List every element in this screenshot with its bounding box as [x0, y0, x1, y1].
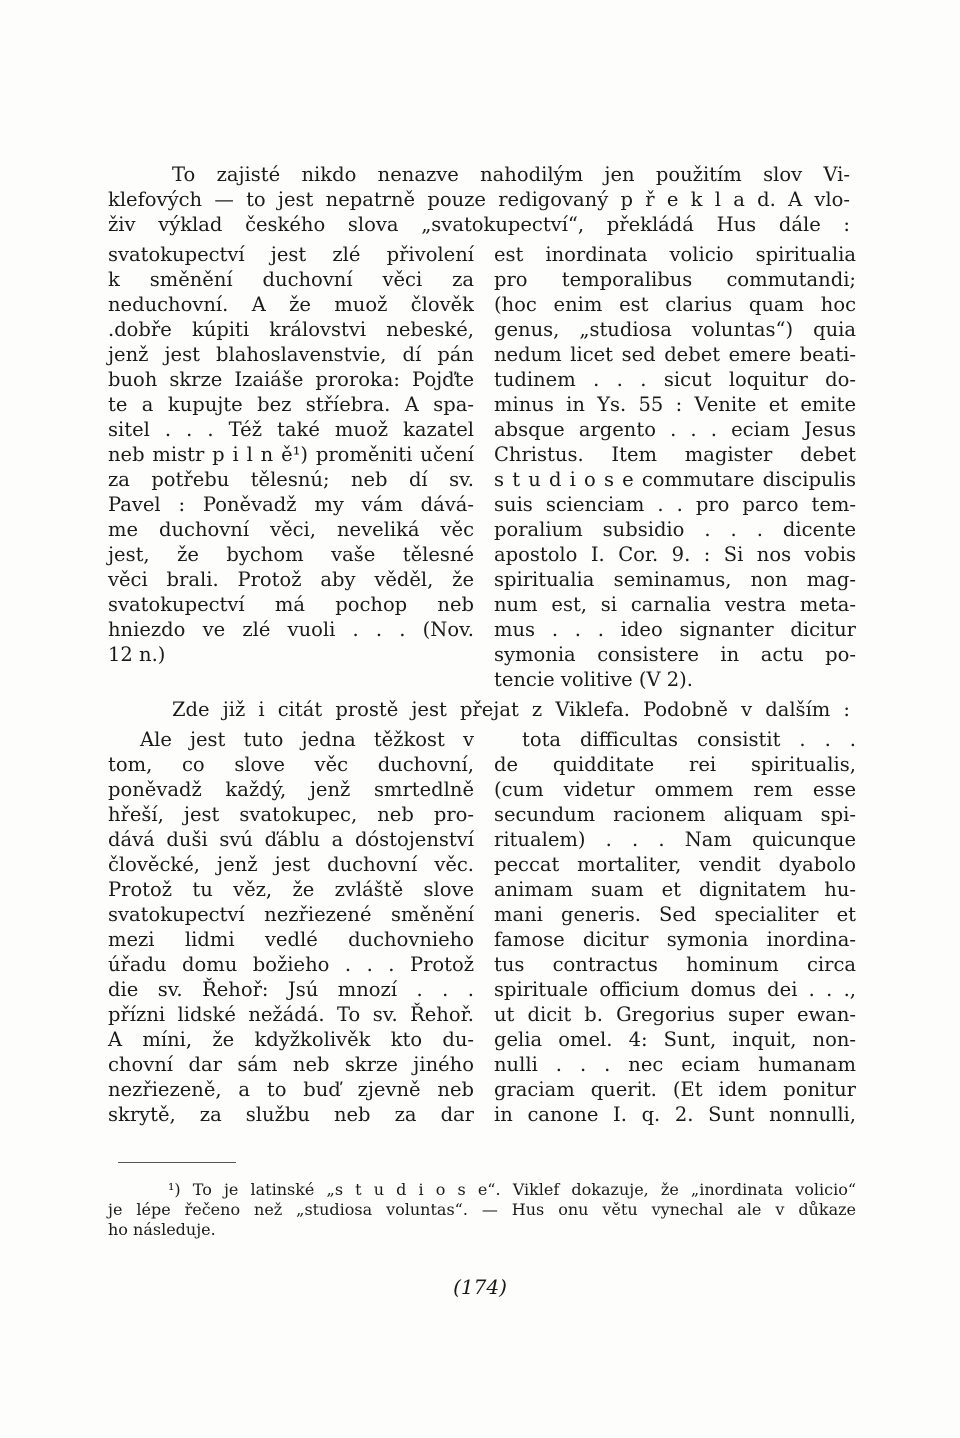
czech-line: svatokupectví jest zlé přivolení	[108, 243, 474, 266]
latin-line: tus contractus hominum circa	[494, 953, 856, 976]
czech-line: Ale jest tuto jedna těžkost v	[140, 728, 474, 751]
czech-line: dává duši svú ďáblu a dóstojenství	[108, 828, 474, 851]
footnote-line: ¹) To je latinské „s t u d i o s e“. Viklef dokazuje, že „inordinata volicio“	[168, 1180, 856, 1199]
latin-line: est inordinata volicio spiritualia	[494, 243, 856, 266]
latin-line: famose dicitur symonia inordina-	[494, 928, 856, 951]
czech-line: Protož tu věz, že zvláště slove	[108, 878, 474, 901]
latin-line: spirituale officium domus dei . . .,	[494, 978, 856, 1001]
latin-line: graciam querit. (Et idem ponitur	[494, 1078, 856, 1101]
czech-line: A míni, že kdyžkolivěk kto du-	[108, 1028, 474, 1051]
czech-line: chovní dar sám neb skrze jiného	[108, 1053, 474, 1076]
czech-line: te a kupujte bez stříebra. A spa-	[108, 393, 474, 416]
czech-line: poněvadž každý, jenž smrtedlně	[108, 778, 474, 801]
czech-line: sitel . . . Též také muož kazatel	[108, 418, 474, 441]
latin-line: spiritualia seminamus, non mag-	[494, 568, 856, 591]
czech-line: neb mistr p i l n ě¹) proměniti učení	[108, 443, 474, 466]
latin-line: apostolo I. Cor. 9. : Si nos vobis	[494, 543, 856, 566]
czech-line: skrytě, za službu neb za dar	[108, 1103, 474, 1126]
czech-line: neduchovní. A že muož člověk	[108, 293, 474, 316]
latin-line: suis scienciam . . pro parco tem-	[494, 493, 856, 516]
latin-line: mus . . . ideo signanter dicitur	[494, 618, 856, 641]
page-number: (174)	[453, 1275, 507, 1299]
czech-line: úřadu domu božieho . . . Protož	[108, 953, 474, 976]
latin-line: tota difficultas consistit . . .	[522, 728, 856, 751]
czech-line: tom, co slove věc duchovní,	[108, 753, 474, 776]
czech-line: die sv. Řehoř: Jsú mnozí . . .	[108, 978, 474, 1001]
latin-line: num est, si carnalia vestra meta-	[494, 593, 856, 616]
latin-line: tencie volitive (V 2).	[494, 668, 693, 691]
latin-line: nedum licet sed debet emere beati-	[494, 343, 856, 366]
intro-line: živ výklad českého slova „svatokupectví“, překládá Hus dále :	[108, 213, 850, 236]
czech-line: nezřiezeně, a to buď zjevně neb	[108, 1078, 474, 1101]
intro-line: klefových — to jest nepatrně pouze redigovaný p ř e k l a d. A vlo-	[108, 188, 850, 211]
czech-line: svatokupectví má pochop neb	[108, 593, 474, 616]
latin-line: in canone I. q. 2. Sunt nonnulli,	[494, 1103, 856, 1126]
czech-line: hniezdo ve zlé vuoli . . . (Nov.	[108, 618, 474, 641]
latin-line: mani generis. Sed specialiter et	[494, 903, 856, 926]
latin-line: animam suam et dignitatem hu-	[494, 878, 856, 901]
latin-line: gelia omel. 4: Sunt, inquit, non-	[494, 1028, 856, 1051]
czech-line: jenž jest blahoslavenstvie, dí pán	[108, 343, 474, 366]
footnote-line: je lépe řečeno než „studiosa voluntas“. — Hus onu větu vynechal ale v důkaze	[108, 1200, 856, 1219]
czech-line: me duchovní věci, neveliká věc	[108, 518, 474, 541]
czech-line: věci brali. Protož aby věděl, že	[108, 568, 474, 591]
footnote-divider	[118, 1162, 236, 1163]
czech-line: buoh skrze Izaiáše proroka: Pojďte	[108, 368, 474, 391]
czech-line: svatokupectví nezřiezené směnění	[108, 903, 474, 926]
czech-line: jest, že bychom vaše tělesné	[108, 543, 474, 566]
latin-line: Christus. Item magister debet	[494, 443, 856, 466]
middle-sentence: Zde již i citát prostě jest přejat z Viklefa. Podobně v dalším :	[172, 698, 850, 721]
latin-line: de quidditate rei spiritualis,	[494, 753, 856, 776]
czech-line: za potřebu tělesnú; neb dí sv.	[108, 468, 474, 491]
czech-line: mezi lidmi vedlé duchovnieho	[108, 928, 474, 951]
czech-line: 12 n.)	[108, 643, 166, 666]
latin-line: (hoc enim est clarius quam hoc	[494, 293, 856, 316]
latin-line: peccat mortaliter, vendit dyabolo	[494, 853, 856, 876]
latin-line: genus, „studiosa voluntas“) quia	[494, 318, 856, 341]
czech-line: k směnění duchovní věci za	[108, 268, 474, 291]
intro-line: To zajisté nikdo nenazve nahodilým jen použitím slov Vi-	[172, 163, 850, 186]
latin-line: nulli . . . nec eciam humanam	[494, 1053, 856, 1076]
latin-line: (cum videtur ommem rem esse	[494, 778, 856, 801]
latin-line: minus in Ys. 55 : Venite et emite	[494, 393, 856, 416]
czech-line: přízni lidské nežádá. To sv. Řehoř.	[108, 1003, 474, 1026]
latin-line: symonia consistere in actu po-	[494, 643, 856, 666]
latin-line: tudinem . . . sicut loquitur do-	[494, 368, 856, 391]
latin-line: secundum racionem aliquam spi-	[494, 803, 856, 826]
latin-line: s t u d i o s e commutare discipulis	[494, 468, 856, 491]
czech-line: člověcké, jenž jest duchovní věc.	[108, 853, 474, 876]
czech-line: .dobře kúpiti královstvi nebeské,	[108, 318, 474, 341]
latin-line: absque argento . . . eciam Jesus	[494, 418, 856, 441]
latin-line: pro temporalibus commutandi;	[494, 268, 856, 291]
footnote-line: ho následuje.	[108, 1220, 216, 1239]
latin-line: ut dicit b. Gregorius super ewan-	[494, 1003, 856, 1026]
czech-line: hřeší, jest svatokupec, neb pro-	[108, 803, 474, 826]
latin-line: poralium subsidio . . . dicente	[494, 518, 856, 541]
latin-line: ritualem) . . . Nam quicunque	[494, 828, 856, 851]
czech-line: Pavel : Poněvadž my vám dává-	[108, 493, 474, 516]
